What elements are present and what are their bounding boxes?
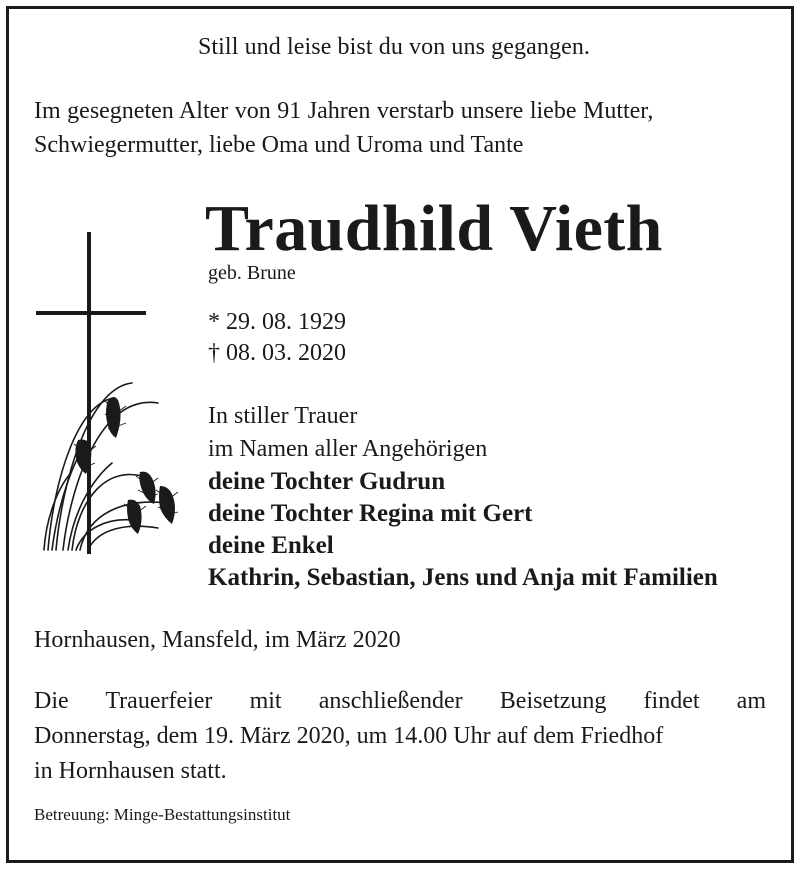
funeral-home-credit: Betreuung: Minge-Bestattungsinstitut [34,805,291,824]
mourner-line: Kathrin, Sebastian, Jens und Anja mit Familien [208,564,718,591]
birth-date: * 29. 08. 1929 [208,309,346,335]
death-date: † 08. 03. 2020 [208,340,346,366]
mourner-line: In stiller Trauer [208,403,358,429]
funeral-line-3: in Hornhausen statt. [34,758,227,784]
cross-with-grass-icon [28,228,193,558]
mourner-line: im Namen aller Angehörigen [208,436,488,462]
mourner-line: deine Enkel [208,532,334,559]
verse: Still und leise bist du von uns gegangen. [197,34,591,60]
place-date: Hornhausen, Mansfeld, im März 2020 [34,627,401,653]
mourner-line: deine Tochter Gudrun [208,468,446,495]
intro-line-1: Im gesegneten Alter von 91 Jahren verstarb unsere liebe Mutter, [34,98,654,124]
funeral-line-2: Donnerstag, dem 19. März 2020, um 14.00 Uhr auf dem Friedhof [34,723,664,749]
mourner-line: deine Tochter Regina mit Gert [208,500,533,527]
deceased-name: Traudhild Vieth [205,192,663,265]
maiden-name: geb. Brune [208,262,296,284]
intro-line-2: Schwiegermutter, liebe Oma und Uroma und Tante [34,132,524,158]
funeral-line-1: Die Trauerfeier mit anschließender Beisetzung findet am [34,688,766,714]
